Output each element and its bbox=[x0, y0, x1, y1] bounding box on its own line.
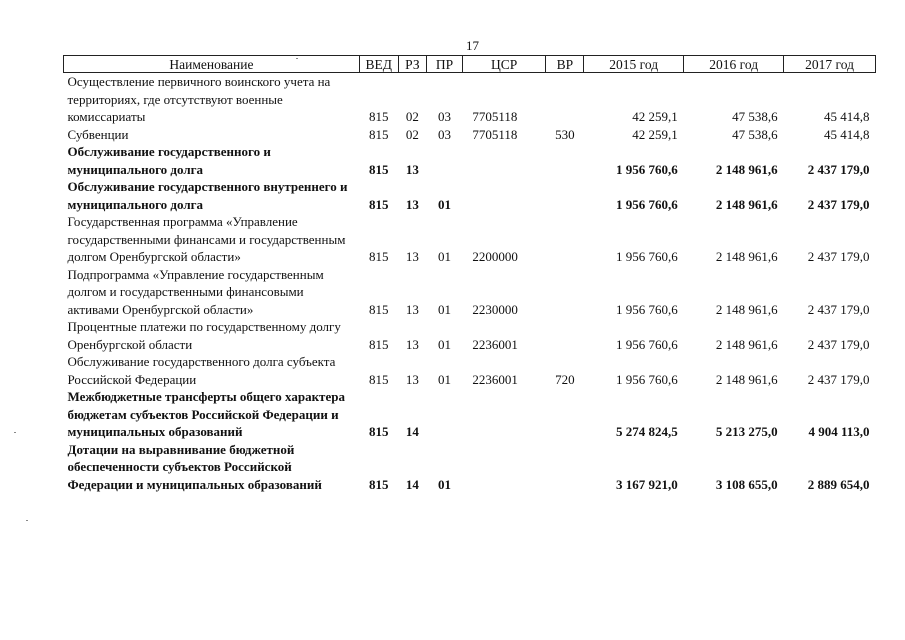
cell-csr: 7705118 bbox=[472, 109, 518, 124]
scan-speck bbox=[14, 432, 16, 433]
cell-name: Дотации на выравнивание бюджетной обеспеченности субъектов Российской Федерации и муниципальных образований bbox=[67, 441, 322, 492]
cell-csr: 7705118 bbox=[472, 126, 518, 142]
cell-rz: 13 bbox=[405, 371, 419, 387]
cell-pr: 03 bbox=[437, 126, 451, 142]
header-ved: ВЕД bbox=[359, 56, 398, 73]
cell-vr bbox=[546, 388, 584, 441]
cell-2017: 2 437 179,0 bbox=[807, 301, 870, 317]
cell-ved: 815 bbox=[368, 476, 389, 492]
cell-pr: 01 bbox=[437, 301, 451, 317]
cell-vr: 530 bbox=[555, 126, 575, 142]
cell-ved: 815 bbox=[368, 196, 389, 212]
cell-csr: 2200000 bbox=[472, 249, 518, 264]
cell-2015: 3 167 921,0 bbox=[615, 476, 678, 492]
table-row bbox=[64, 318, 876, 353]
cell-2015: 1 956 760,6 bbox=[615, 249, 678, 264]
cell-name: Межбюджетные трансферты общего характера бюджетам субъектов Российской Федерации и муниципальных образований bbox=[67, 389, 345, 439]
cell-csr bbox=[462, 441, 546, 494]
cell-2017: 2 437 179,0 bbox=[807, 196, 870, 212]
cell-vr bbox=[546, 441, 584, 494]
cell-2015: 1 956 760,6 bbox=[615, 161, 678, 177]
cell-csr: 2236001 bbox=[472, 336, 518, 352]
cell-2017: 2 889 654,0 bbox=[807, 476, 870, 492]
cell-pr: 01 bbox=[437, 249, 451, 264]
cell-2017: 2 437 179,0 bbox=[807, 336, 870, 352]
cell-2016: 5 213 275,0 bbox=[715, 424, 778, 439]
cell-rz: 02 bbox=[405, 109, 419, 124]
budget-table bbox=[63, 55, 876, 493]
cell-vr bbox=[546, 318, 584, 353]
cell-csr bbox=[462, 388, 546, 441]
cell-pr: 03 bbox=[437, 109, 451, 124]
cell-csr: 2230000 bbox=[472, 301, 518, 317]
cell-vr bbox=[546, 213, 584, 266]
table-row bbox=[64, 388, 876, 441]
header-2016: 2016 год bbox=[684, 56, 784, 73]
page-number: 17 bbox=[466, 38, 479, 53]
cell-ved: 815 bbox=[368, 161, 389, 177]
header-2017: 2017 год bbox=[784, 56, 876, 73]
cell-2017: 45 414,8 bbox=[824, 126, 870, 142]
cell-vr bbox=[546, 143, 584, 178]
table-row bbox=[64, 178, 876, 213]
cell-2017: 2 437 179,0 bbox=[807, 161, 870, 177]
cell-name: Процентные платежи по государственному долгу Оренбургской области bbox=[67, 319, 341, 352]
cell-name: Обслуживание государственного долга субъекта Российской Федерации bbox=[67, 354, 336, 387]
cell-2015: 5 274 824,5 bbox=[615, 424, 678, 439]
cell-2016: 47 538,6 bbox=[732, 126, 778, 142]
cell-name: Государственная программа «Управление государственными финансами и государственным долгом Оренбургской области» bbox=[67, 214, 346, 264]
cell-name: Подпрограмма «Управление государственным долгом и государственными финансовыми активами Оренбургской области» bbox=[67, 266, 324, 317]
cell-vr bbox=[546, 178, 584, 213]
cell-2017: 2 437 179,0 bbox=[807, 249, 870, 264]
cell-vr bbox=[546, 73, 584, 126]
cell-2016: 2 148 961,6 bbox=[715, 301, 778, 317]
cell-rz: 13 bbox=[405, 196, 419, 212]
cell-2015: 1 956 760,6 bbox=[615, 196, 678, 212]
cell-2016: 2 148 961,6 bbox=[715, 336, 778, 352]
cell-csr bbox=[462, 178, 546, 213]
table-row bbox=[64, 213, 876, 266]
cell-pr: 01 bbox=[437, 336, 451, 352]
table-row bbox=[64, 143, 876, 178]
table-row bbox=[64, 73, 876, 126]
cell-2015: 1 956 760,6 bbox=[615, 301, 678, 317]
cell-2016: 3 108 655,0 bbox=[715, 476, 778, 492]
cell-2016: 2 148 961,6 bbox=[715, 249, 778, 264]
cell-name: Обслуживание государственного внутреннего и муниципального долга bbox=[67, 179, 348, 212]
cell-ved: 815 bbox=[368, 126, 389, 142]
table-row bbox=[64, 441, 876, 494]
cell-rz: 13 bbox=[405, 336, 419, 352]
cell-vr bbox=[546, 266, 584, 319]
cell-pr: 01 bbox=[437, 476, 451, 492]
cell-csr: 2236001 bbox=[472, 371, 518, 387]
cell-rz: 02 bbox=[405, 126, 419, 142]
header-name: Наименование bbox=[64, 56, 360, 73]
scan-speck bbox=[26, 520, 28, 521]
table-row bbox=[64, 126, 876, 144]
cell-2015: 42 259,1 bbox=[632, 126, 678, 142]
cell-pr bbox=[427, 388, 463, 441]
cell-name: Обслуживание государственного и муниципального долга bbox=[67, 144, 271, 177]
cell-2017: 4 904 113,0 bbox=[808, 424, 870, 439]
cell-ved: 815 bbox=[368, 371, 389, 387]
table-header-row bbox=[64, 56, 876, 73]
header-csr: ЦСР bbox=[462, 56, 546, 73]
header-vr: ВР bbox=[546, 56, 584, 73]
cell-vr: 720 bbox=[555, 371, 575, 387]
cell-2016: 2 148 961,6 bbox=[715, 371, 778, 387]
cell-2015: 42 259,1 bbox=[632, 109, 678, 124]
cell-pr: 01 bbox=[437, 196, 451, 212]
cell-ved: 815 bbox=[368, 336, 389, 352]
cell-ved: 815 bbox=[368, 301, 389, 317]
cell-rz: 14 bbox=[405, 476, 419, 492]
cell-2016: 2 148 961,6 bbox=[715, 196, 778, 212]
cell-2016: 2 148 961,6 bbox=[715, 161, 778, 177]
cell-name: Осуществление первичного воинского учета на территориях, где отсутствуют военные комиссариаты bbox=[67, 74, 331, 124]
cell-pr: 01 bbox=[437, 371, 451, 387]
table-body bbox=[64, 73, 876, 494]
cell-pr bbox=[427, 143, 463, 178]
cell-ved: 815 bbox=[368, 109, 389, 124]
table-row bbox=[64, 266, 876, 319]
cell-2015: 1 956 760,6 bbox=[615, 336, 678, 352]
cell-ved: 815 bbox=[368, 249, 389, 264]
cell-rz: 13 bbox=[405, 161, 419, 177]
cell-ved: 815 bbox=[368, 424, 389, 439]
cell-2017: 45 414,8 bbox=[824, 109, 870, 124]
header-2015: 2015 год bbox=[584, 56, 684, 73]
header-pr: ПР bbox=[427, 56, 463, 73]
cell-2016: 47 538,6 bbox=[732, 109, 778, 124]
cell-rz: 13 bbox=[405, 249, 419, 264]
cell-2015: 1 956 760,6 bbox=[615, 371, 678, 387]
cell-name: Субвенции bbox=[67, 126, 129, 142]
cell-2017: 2 437 179,0 bbox=[807, 371, 870, 387]
cell-rz: 13 bbox=[405, 301, 419, 317]
header-rz: РЗ bbox=[398, 56, 427, 73]
cell-csr bbox=[462, 143, 546, 178]
cell-rz: 14 bbox=[405, 424, 419, 439]
table-row bbox=[64, 353, 876, 388]
